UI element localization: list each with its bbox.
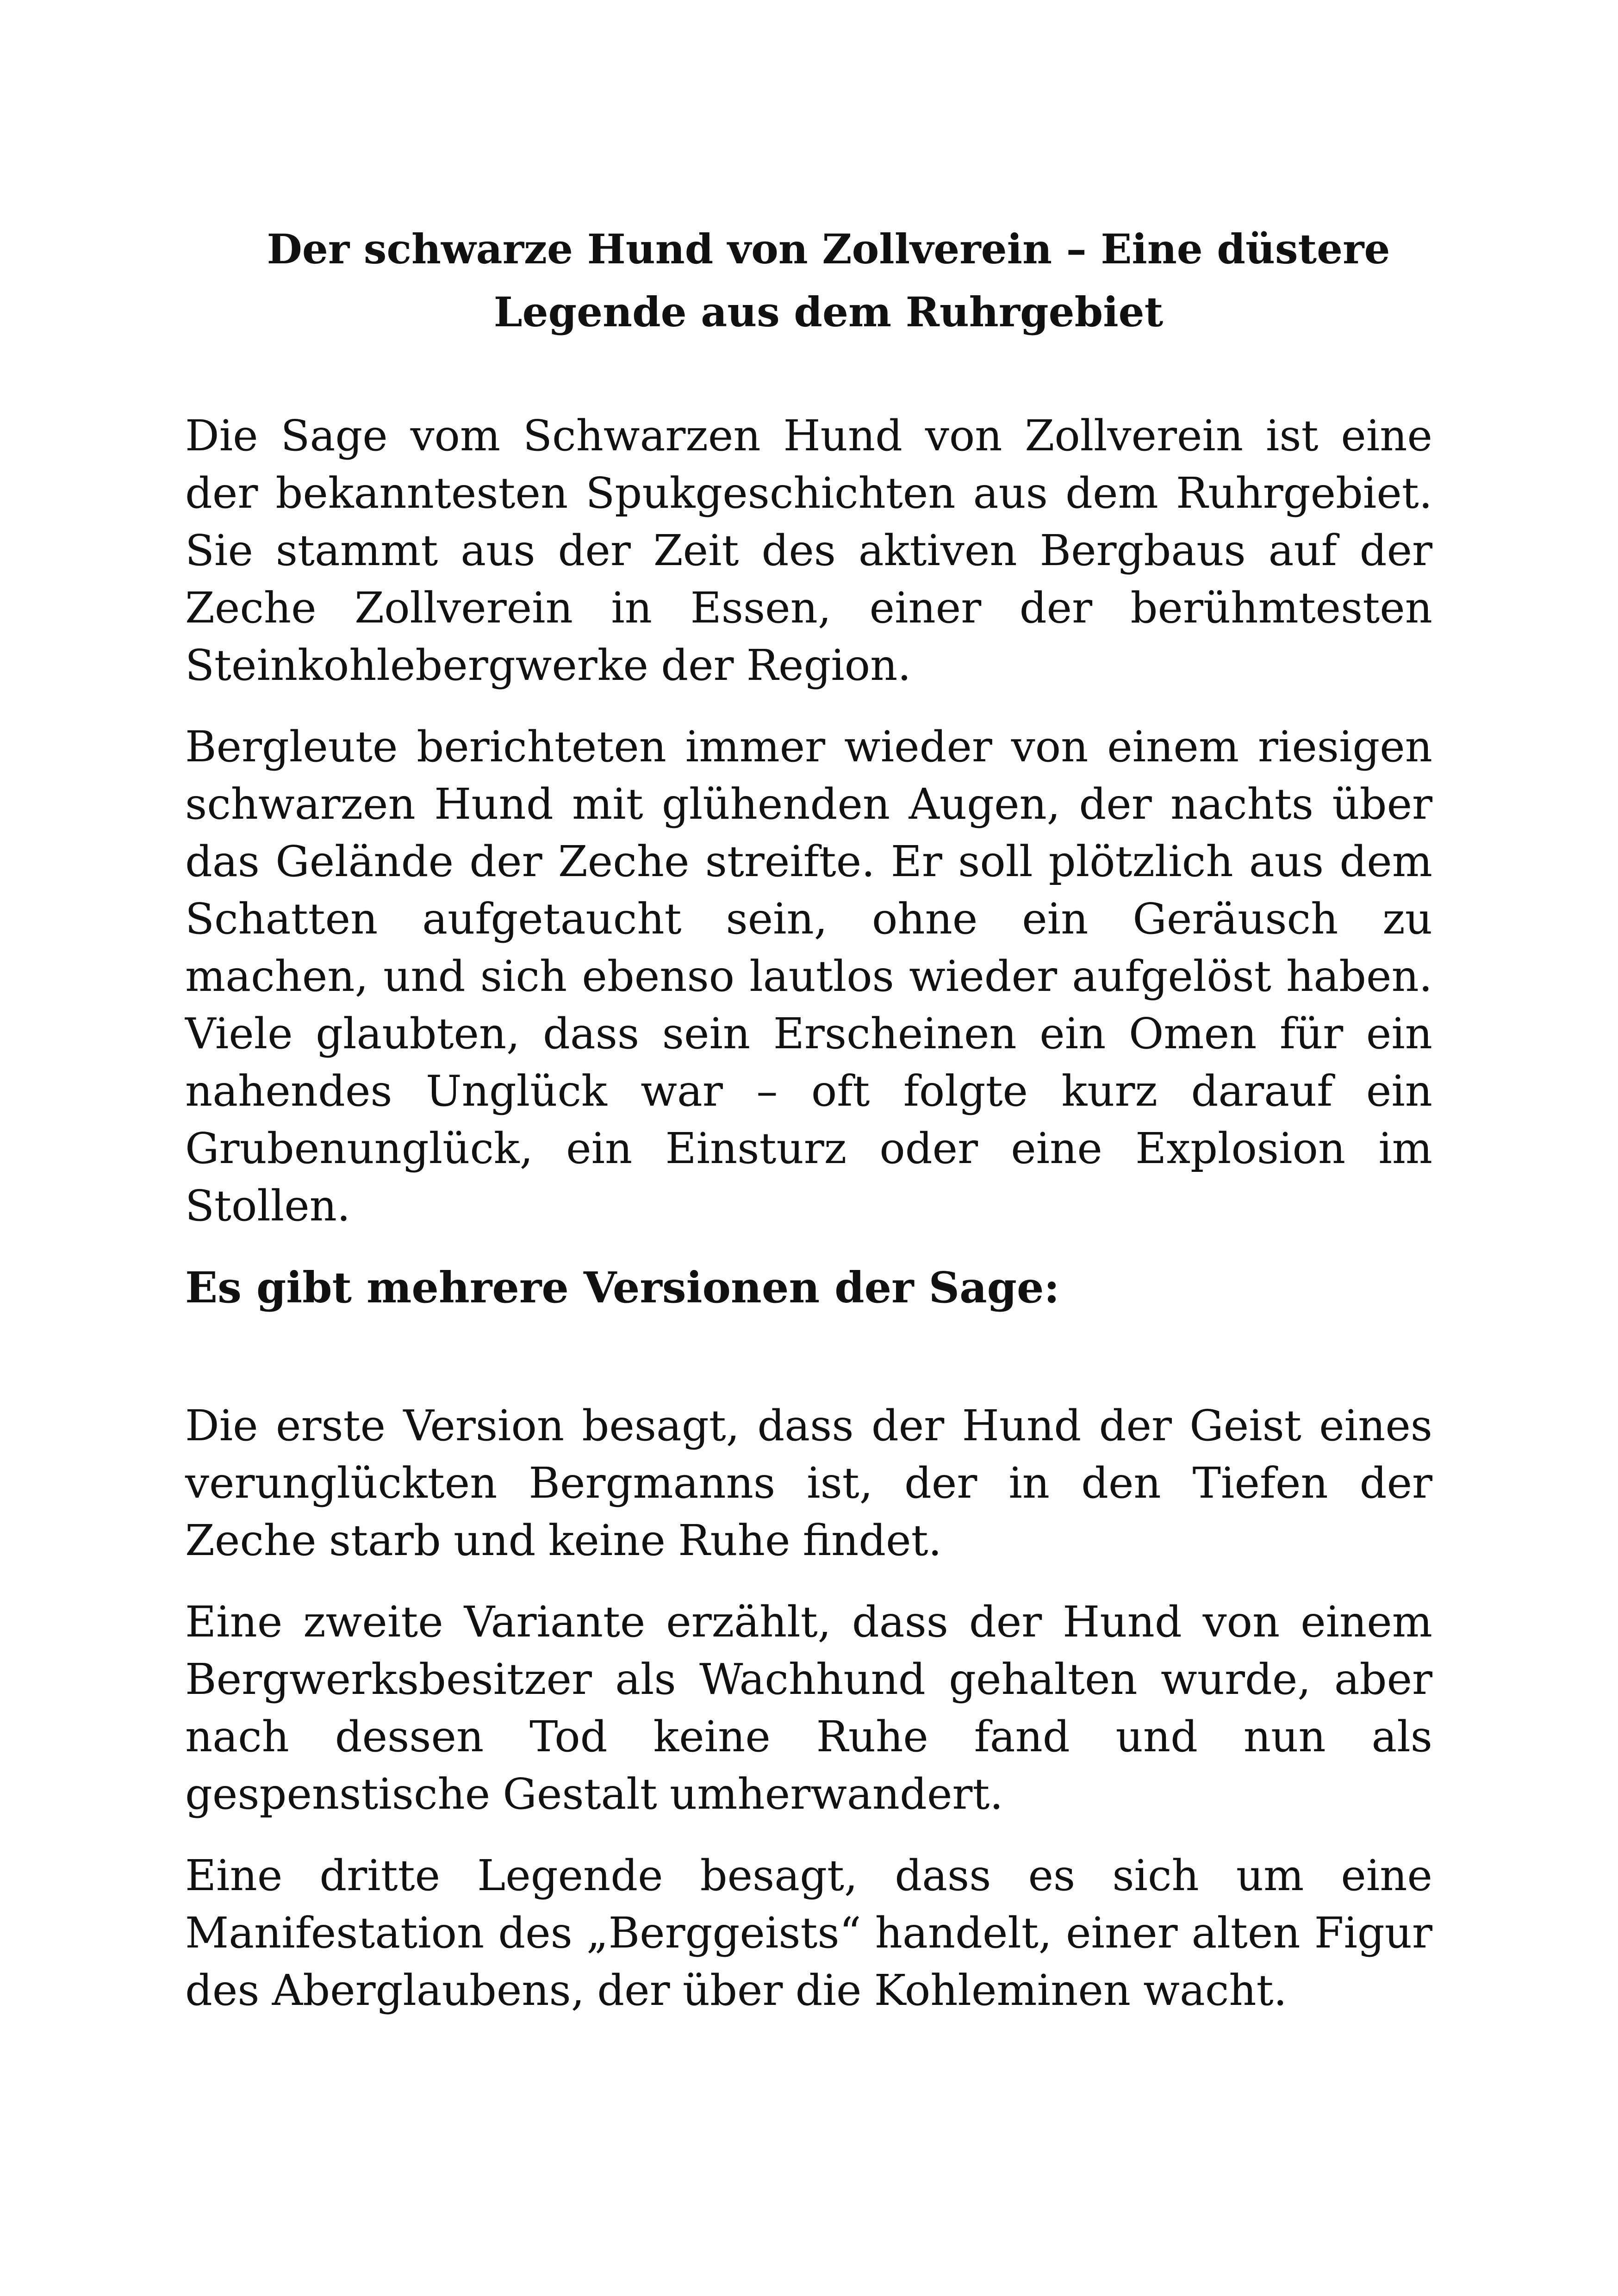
document-body — [185, 407, 1432, 2043]
version-paragraph-3: Eine dritte Legende besagt, dass es sich um eine Manifestation des „Berggeists“ handelt, einer alten Figur des Aberglaubens, der über die Kohleminen wacht. — [185, 1851, 1432, 2015]
intro-paragraph-2: Bergleute berichteten immer wieder von einem riesigen schwarzen Hund mit glühenden Augen, der nachts über das Gelände der Zeche streifte. Er soll plötzlich aus dem Schatten aufgetaucht sein, ohne ein Geräusch zu machen, und sich ebenso lautlos wieder aufgelöst haben. Viele glaubten, dass sein Erscheinen ein Omen für ein nahendes Unglück war – oft folgte kurz darauf ein Grubenunglück, ein Einsturz oder eine Explosion im Stollen. — [185, 722, 1432, 1231]
versions-heading: Es gibt mehrere Versionen der Sage: — [185, 1263, 1060, 1313]
version-paragraph-2: Eine zweite Variante erzählt, dass der Hund von einem Bergwerksbesitzer als Wachhund gehalten wurde, aber nach dessen Tod keine Ruhe fand und nun als gespenstische Gestalt umherwandert. — [185, 1597, 1432, 1819]
intro-paragraph-1: Die Sage vom Schwarzen Hund von Zollverein ist eine der bekanntesten Spukgeschichten aus dem Ruhrgebiet. Sie stammt aus der Zeit des aktiven Bergbaus auf der Zeche Zollverein in Essen, einer der berühmtesten Steinkohlebergwerke der Region. — [185, 411, 1432, 690]
version-paragraph-1: Die erste Version besagt, dass der Hund der Geist eines verunglückten Bergmanns ist, der in den Tiefen der Zeche starb und keine Ruhe findet. — [185, 1401, 1432, 1565]
document-title: Der schwarze Hund von Zollverein – Eine düstere Legende aus dem Ruhrgebiet — [267, 225, 1390, 336]
